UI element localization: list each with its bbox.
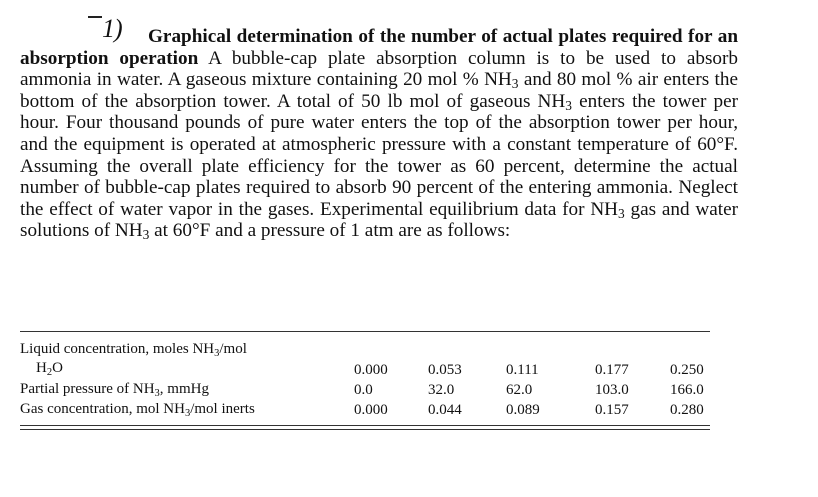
handwritten-dash	[88, 16, 102, 18]
table-cell: 62.0	[506, 382, 533, 398]
row-label-gas-concentration: Gas concentration, mol $NH_3$/mol inerts	[20, 401, 255, 419]
table-top-rule	[20, 331, 710, 332]
table-cell: 0.0	[354, 382, 373, 398]
table-cell: 0.111	[506, 362, 539, 378]
table-cell: 103.0	[595, 382, 629, 398]
row-label-partial-pressure: Partial pressure of $NH_3$, mmHg	[20, 381, 209, 399]
table-cell: 0.044	[428, 402, 462, 418]
table-cell: 0.053	[428, 362, 462, 378]
table-cell: 0.000	[354, 402, 388, 418]
table-cell: 0.157	[595, 402, 629, 418]
table-cell: 0.177	[595, 362, 629, 378]
problem-number: 1)	[102, 14, 122, 44]
problem-body: A bubble-cap plate absorption column is to be used to absorb ammonia in water. A gaseous mixture containing 20 mol % $NH_3$ and 80 mol % air enters the bottom of the absorption tower. A total of 50 lb mol of gaseous $NH_3$ enters the tower per hour. Four thousand pounds of pure water enters the top of the absorption tower per hour, and the equipment is operated at atmospheric pressure with a constant temperature of 60°F. Assuming the overall plate efficiency for the tower as 60 percent, determine the actual number of bubble-cap plates required to absorb 90 percent of the entering ammonia. Neglect the effect of water vapor in the gases. Experimental equilibrium data for $NH_3$ gas and water solutions of $NH_3$ at 60°F and a pressure of 1 atm are as follows:	[20, 47, 739, 243]
table-cell: 0.280	[670, 402, 704, 418]
table-cell: 0.000	[354, 362, 388, 378]
table-bottom-rule-double	[20, 429, 710, 430]
table-cell: 166.0	[670, 382, 704, 398]
row-label-liquid-concentration-cont: $H_2O$	[36, 360, 63, 378]
problem-title: Graphical determination of the number of actual plates required for an absorption operation	[20, 26, 738, 69]
table-cell: 32.0	[428, 382, 455, 398]
table-cell: 0.089	[506, 402, 540, 418]
table-bottom-rule	[20, 425, 710, 426]
problem-statement	[20, 26, 738, 242]
row-label-liquid-concentration: Liquid concentration, moles $NH_3$/mol	[20, 341, 247, 359]
table-cell: 0.250	[670, 362, 704, 378]
